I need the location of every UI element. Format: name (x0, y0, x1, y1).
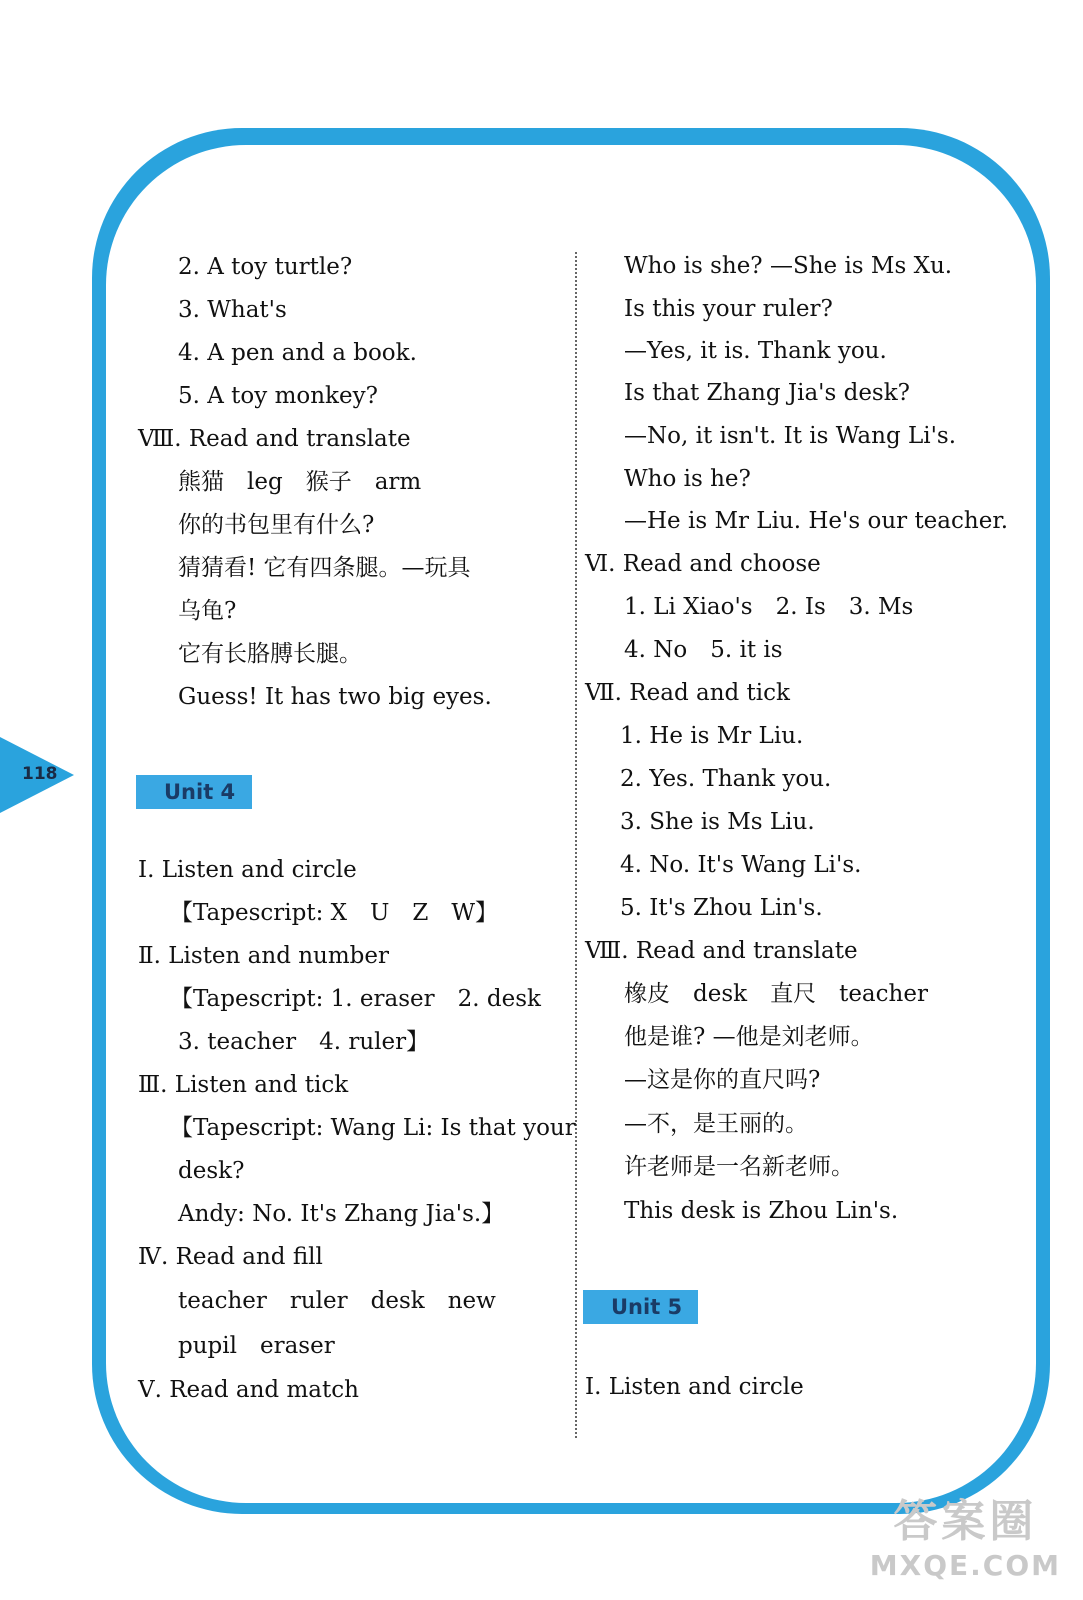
right-line: Is that Zhang Jia's desk? (624, 380, 911, 406)
left-line: 2. A toy turtle? (178, 254, 353, 280)
section-heading: Ⅴ. Read and match (138, 1377, 359, 1403)
right-line: —这是你的直尺吗? (624, 1067, 821, 1093)
section-heading: Ⅵ. Read and choose (585, 551, 821, 577)
section-heading: Ⅷ. Read and translate (585, 938, 858, 964)
right-line: 1. Li Xiao's 2. Is 3. Ms (624, 594, 914, 620)
left-line: 5. A toy monkey? (178, 383, 378, 409)
watermark (870, 1485, 1061, 1582)
left-line: 【Tapescript: Wang Li: Is that your (170, 1115, 576, 1141)
right-line: —Yes, it is. Thank you. (624, 338, 887, 364)
right-line: Is this your ruler? (624, 296, 833, 322)
watermark-url: MXQE.COM (869, 1549, 1061, 1582)
watermark-logo-text: 答案圈 (893, 1496, 1038, 1547)
right-line: 1. He is Mr Liu. (620, 723, 804, 749)
left-line: teacher ruler desk new (178, 1288, 496, 1314)
right-line: —No, it isn't. It is Wang Li's. (624, 423, 957, 449)
right-line: 橡皮 desk 直尺 teacher (624, 981, 928, 1007)
unit-5-tag: Unit 5 (583, 1290, 698, 1324)
right-line: —He is Mr Liu. He's our teacher. (624, 508, 1009, 534)
section-heading: Ⅳ. Read and fill (138, 1244, 323, 1270)
left-line: Andy: No. It's Zhang Jia's.】 (178, 1201, 505, 1227)
right-line: 5. It's Zhou Lin's. (620, 895, 823, 921)
right-line: Who is she? —She is Ms Xu. (624, 253, 953, 279)
left-line: 熊猫 leg 猴子 arm (178, 469, 422, 495)
left-line: 【Tapescript: X U Z W】 (170, 900, 499, 926)
unit-4-tag: Unit 4 (136, 775, 252, 809)
left-line: 4. A pen and a book. (178, 340, 417, 366)
column-divider (575, 252, 577, 1438)
right-line: 4. No 5. it is (624, 637, 783, 663)
left-line: 猜猜看! 它有四条腿。—玩具 (178, 555, 471, 581)
page-number: 118 (22, 764, 58, 784)
section-heading: Ⅷ. Read and translate (138, 426, 411, 452)
left-line: 【Tapescript: 1. eraser 2. desk (170, 986, 541, 1012)
left-line: 它有长胳膊长腿。 (178, 641, 362, 667)
section-heading: Ⅶ. Read and tick (585, 680, 790, 706)
left-line: 3. What's (178, 297, 287, 323)
left-line: desk? (178, 1158, 245, 1184)
left-line: Guess! It has two big eyes. (178, 684, 492, 710)
right-line: 2. Yes. Thank you. (620, 766, 832, 792)
left-line: 你的书包里有什么? (178, 512, 375, 538)
right-line: 他是谁? —他是刘老师。 (624, 1024, 874, 1050)
section-heading: Ⅰ. Listen and circle (138, 857, 357, 883)
right-line: 4. No. It's Wang Li's. (620, 852, 862, 878)
right-line: 3. She is Ms Liu. (620, 809, 815, 835)
section-heading: Ⅱ. Listen and number (138, 943, 389, 969)
section-heading: Ⅲ. Listen and tick (138, 1072, 349, 1098)
left-line: 乌龟? (178, 598, 237, 624)
right-line: Who is he? (624, 466, 751, 492)
right-line: This desk is Zhou Lin's. (624, 1198, 899, 1224)
section-heading: Ⅰ. Listen and circle (585, 1374, 804, 1400)
left-line: pupil eraser (178, 1333, 335, 1359)
right-line: —不，是王丽的。 (624, 1111, 808, 1137)
right-line: 许老师是一名新老师。 (624, 1154, 854, 1180)
left-line: 3. teacher 4. ruler】 (178, 1029, 430, 1055)
